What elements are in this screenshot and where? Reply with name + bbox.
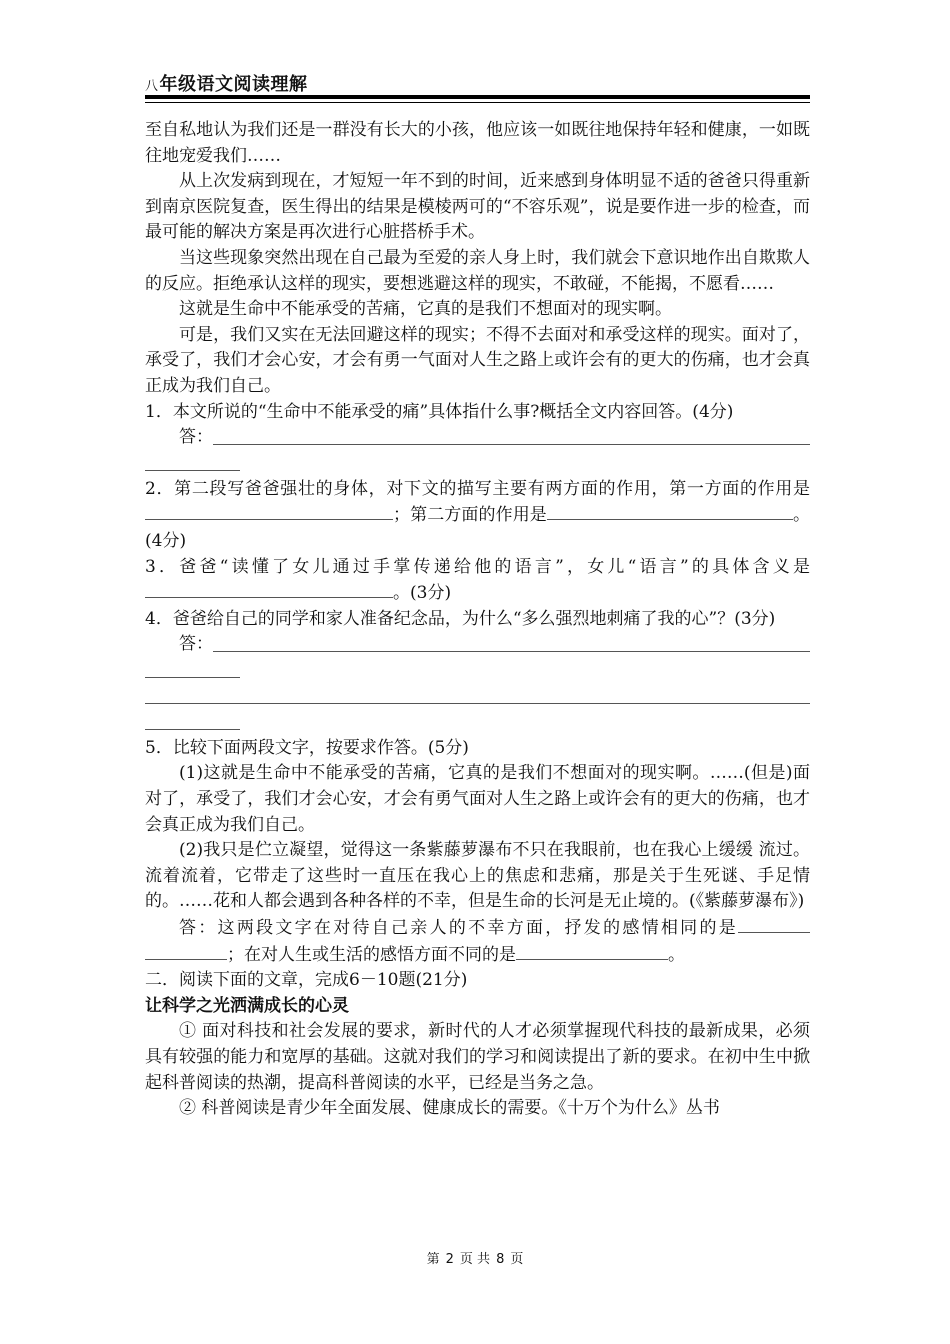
answer-blank[interactable] [547,502,731,520]
answer-label: 答： [179,634,213,655]
question-5-answer-text-c: 。 [668,944,685,965]
question-3-text-b: 。(3分) [393,583,452,604]
footer-middle: 页 共 [459,1252,491,1267]
question-3-text-a: 3．爸爸“读懂了女儿通过手掌传递给他的语言”，女儿“语言”的具体含义是 [145,556,810,577]
answer-blank[interactable] [145,684,810,704]
answer-blank[interactable] [731,502,793,520]
passage-paragraph: 从上次发病到现在，才短短一年不到的时间，近来感到身体明显不适的爸爸只得重新到南京医院复查，医生得出的结果是模棱两可的“不容乐观”，说是要作进一步的检查，而最可能的解决方案是再次进行心脏搭桥手术。 [145,171,810,243]
answer-blank[interactable] [145,580,393,598]
answer-blank-continued[interactable] [145,710,240,730]
question-2-text-b: ；第二方面的作用是 [393,505,547,526]
footer-page-number: 2 [445,1252,454,1267]
passage-paragraph: 至自私地认为我们还是一群没有长大的小孩，他应该一如既往地保持年轻和健康，一如既往地宠爱我们…… [145,120,810,166]
answer-blank[interactable] [516,942,668,960]
question-1: 1．本文所说的“生命中不能承受的痛”具体指什么事?概括全文内容回答。(4分) [145,401,734,422]
answer-blank[interactable] [738,915,810,933]
question-5-answer-text-a: 答：这两段文字在对待自己亲人的不幸方面，抒发的感情相同的是 [179,918,738,939]
header-title-text: 年级语文阅读理解 [159,74,308,95]
answer-blank-continued[interactable] [145,658,240,678]
question-4: 4．爸爸给自己的同学和家人准备纪念品，为什么“多么强烈地刺痛了我的心”？(3分) [145,608,776,629]
header-rule-thick [145,95,810,99]
section-2-heading: 二．阅读下面的文章，完成6－10题(21分) [145,970,468,991]
page-content [145,118,810,1122]
question-5-excerpt-2: (2)我只是伫立凝望，觉得这一条紫藤萝瀑布不只在我眼前，也在我心上缓缓 流过。流着流着，它带走了这些时一直压在我心上的焦虑和悲痛，那是关于生死谜、手足情的。……花和人都会遇到各种各样的不幸，但是生命的长河是无止境的。(《紫藤萝瀑布》) [145,840,810,912]
footer-prefix: 第 [426,1252,440,1267]
footer-total-pages: 8 [496,1252,505,1267]
answer-blank[interactable] [145,502,393,520]
answer-blank[interactable] [213,426,810,445]
article-paragraph: ② 科普阅读是青少年全面发展、健康成长的需要。《十万个为什么》丛书 [179,1098,720,1119]
question-5: 5．比较下面两段文字，按要求作答。(5分) [145,737,469,758]
question-2-text-a: 2．第二段写爸爸强壮的身体，对下文的描写主要有两方面的作用，第一方面的作用是 [145,478,810,499]
answer-line-q4 [145,632,810,658]
header-title-prefix: 八 [145,79,159,94]
page-header-title [145,70,308,96]
answer-line-q1 [145,425,810,451]
answer-blank[interactable] [145,942,227,960]
passage-paragraph: 当这些现象突然出现在自己最为至爱的亲人身上时，我们就会下意识地作出自欺欺人的反应。拒绝承认这样的现实，要想逃避这样的现实，不敢碰，不能揭，不愿看…… [145,247,810,294]
article-title: 让科学之光洒满成长的心灵 [145,995,349,1016]
article-paragraph: ① 面对科技和社会发展的要求，新时代的人才必须掌握现代科技的最新成果，必须具有较强的能力和宽厚的基础。这就对我们的学习和阅读提出了新的要求。在初中生中掀起科普阅读的热潮，提高科普阅读的水平，已经是当务之急。 [145,1021,810,1093]
answer-blank-continued[interactable] [145,451,240,471]
passage-paragraph: 可是，我们又实在无法回避这样的现实；不得不去面对和承受这样的现实。面对了，承受了，我们才会心安，才会有勇一气面对人生之路上或许会有的更大的伤痛，也才会真正成为我们自己。 [145,324,810,396]
question-5-answer [145,915,810,968]
page-footer [0,1248,950,1267]
question-5-excerpt-1: (1)这就是生命中不能承受的苦痛，它真的是我们不想面对的现实啊。……(但是)面对了，承受了，我们才会心安，才会有勇气面对人生之路上或许会有的更大的伤痛，也才会真正成为我们自己。 [145,763,810,835]
passage-paragraph: 这就是生命中不能承受的苦痛，它真的是我们不想面对的现实啊。 [179,299,672,320]
answer-blank[interactable] [213,633,810,652]
question-2-text-c: 。(4分) [145,505,811,551]
question-2 [145,477,810,555]
answer-label: 答： [179,427,213,448]
footer-suffix: 页 [510,1252,524,1267]
question-5-answer-text-b: ；在对人生或生活的感悟方面不同的是 [227,944,516,965]
header-rule-thin [145,102,810,103]
question-3 [145,555,810,607]
